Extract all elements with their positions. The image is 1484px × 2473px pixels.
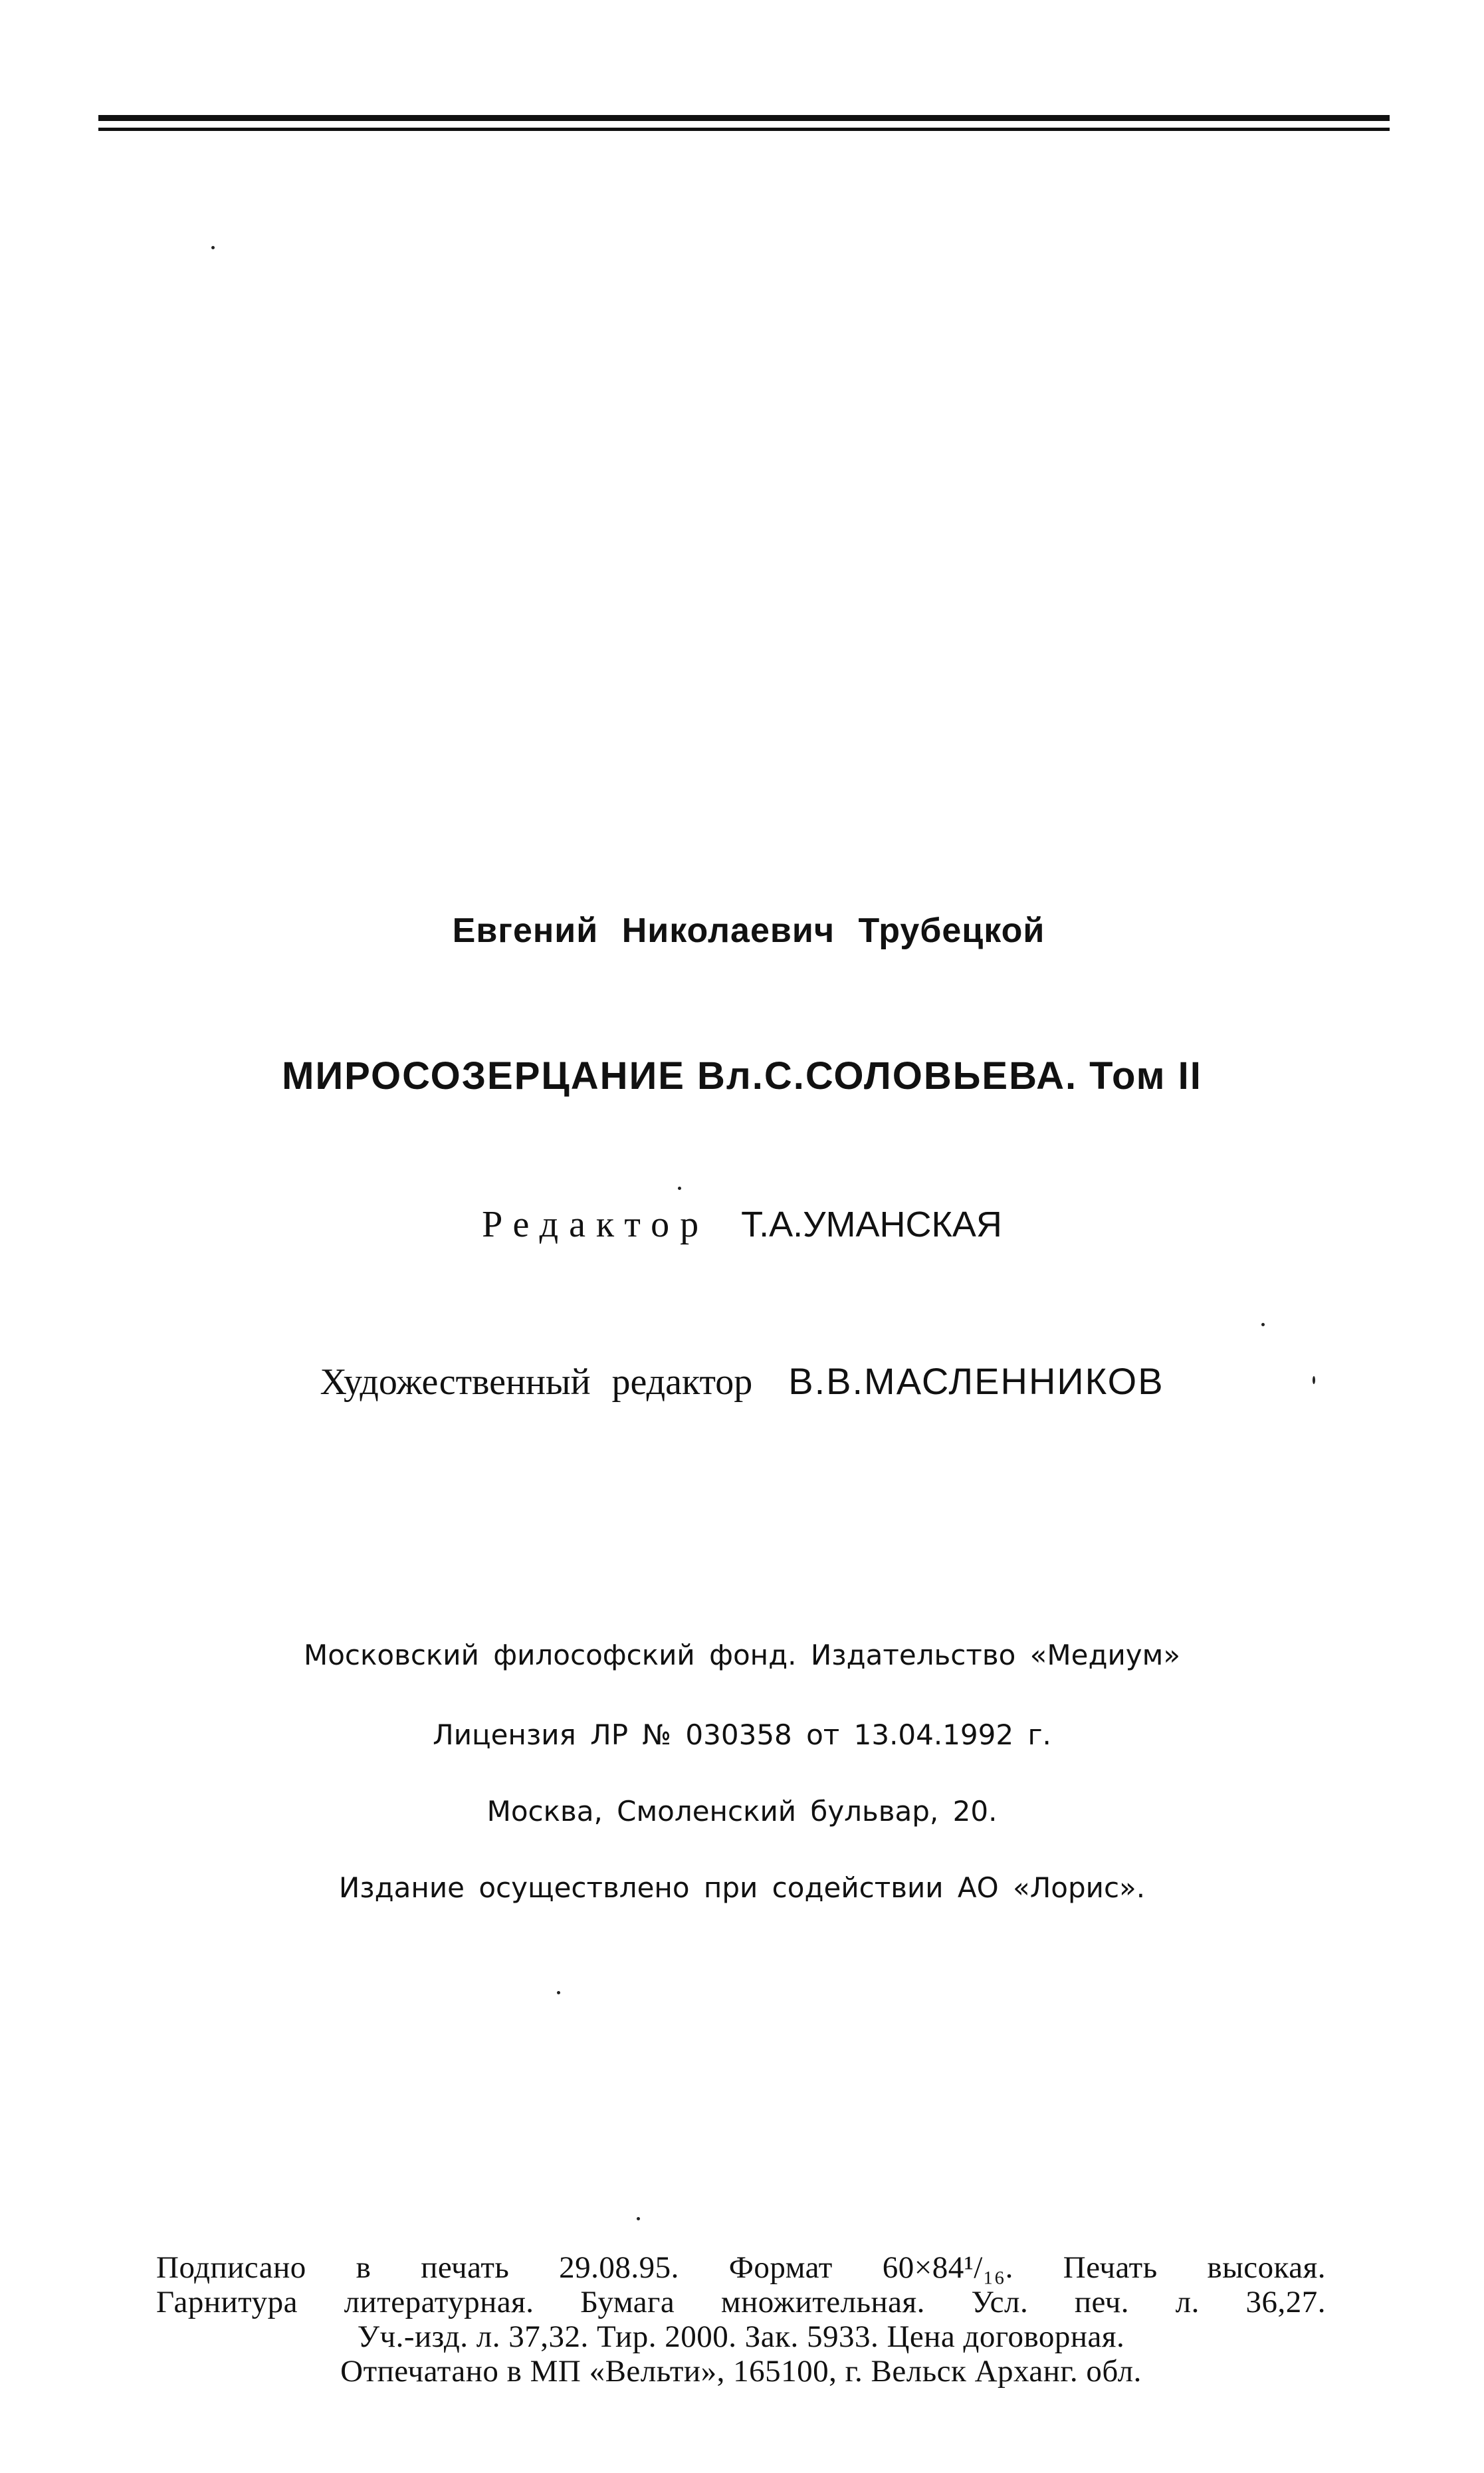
book-title: МИРОСОЗЕРЦАНИЕ Вл.С.СОЛОВЬЕВА. Том II (282, 1054, 1202, 1098)
imprint-line-run: Уч.-изд. л. 37,32. Тир. 2000. Зак. 5933. Цена договорная. (357, 2319, 1125, 2354)
author-last-name: Трубецкой (858, 911, 1045, 950)
scan-speck (637, 2217, 640, 2220)
top-rule-thin (98, 128, 1390, 131)
editor-role: Редактор (482, 1204, 710, 1245)
top-rule-thick (98, 115, 1390, 121)
imprint-line-printer: Отпечатано в МП «Вельти», 165100, г. Вельск Арханг. обл. (340, 2354, 1142, 2389)
art-editor-name: В.В.МАСЛЕННИКОВ (788, 1360, 1164, 1402)
editor-credit (0, 1203, 1484, 1246)
author-middle-name: Николаевич (621, 911, 835, 950)
scan-speck (1313, 1376, 1315, 1384)
address-line: Москва, Смоленский бульвар, 20. (486, 1795, 998, 1827)
scan-speck (211, 246, 215, 249)
author-first-name: Евгений (452, 911, 599, 950)
print-imprint (156, 2250, 1326, 2389)
editor-name: Т.А.УМАНСКАЯ (741, 1205, 1002, 1244)
art-editor-role: Художественный редактор (320, 1361, 753, 1403)
publisher-line: Московский философский фонд. Издательство «Медиум» (303, 1639, 1181, 1671)
scan-speck (1261, 1323, 1265, 1326)
author-name (0, 911, 1484, 951)
imprint-line-paper: Гарнитура литературная. Бумага множительная. Усл. печ. л. 36,27. (156, 2285, 1326, 2319)
sponsor-line: Издание осуществлено при содействии АО «Лорис». (338, 1871, 1146, 1904)
scan-speck (678, 1187, 681, 1190)
imprint-line-signed: Подписано в печать 29.08.95. Формат 60×84¹/₁₆. Печать высокая. (156, 2250, 1326, 2285)
art-editor-credit (0, 1359, 1484, 1403)
scan-speck (557, 1991, 560, 1994)
license-line: Лицензия ЛР № 030358 от 13.04.1992 г. (433, 1718, 1051, 1751)
